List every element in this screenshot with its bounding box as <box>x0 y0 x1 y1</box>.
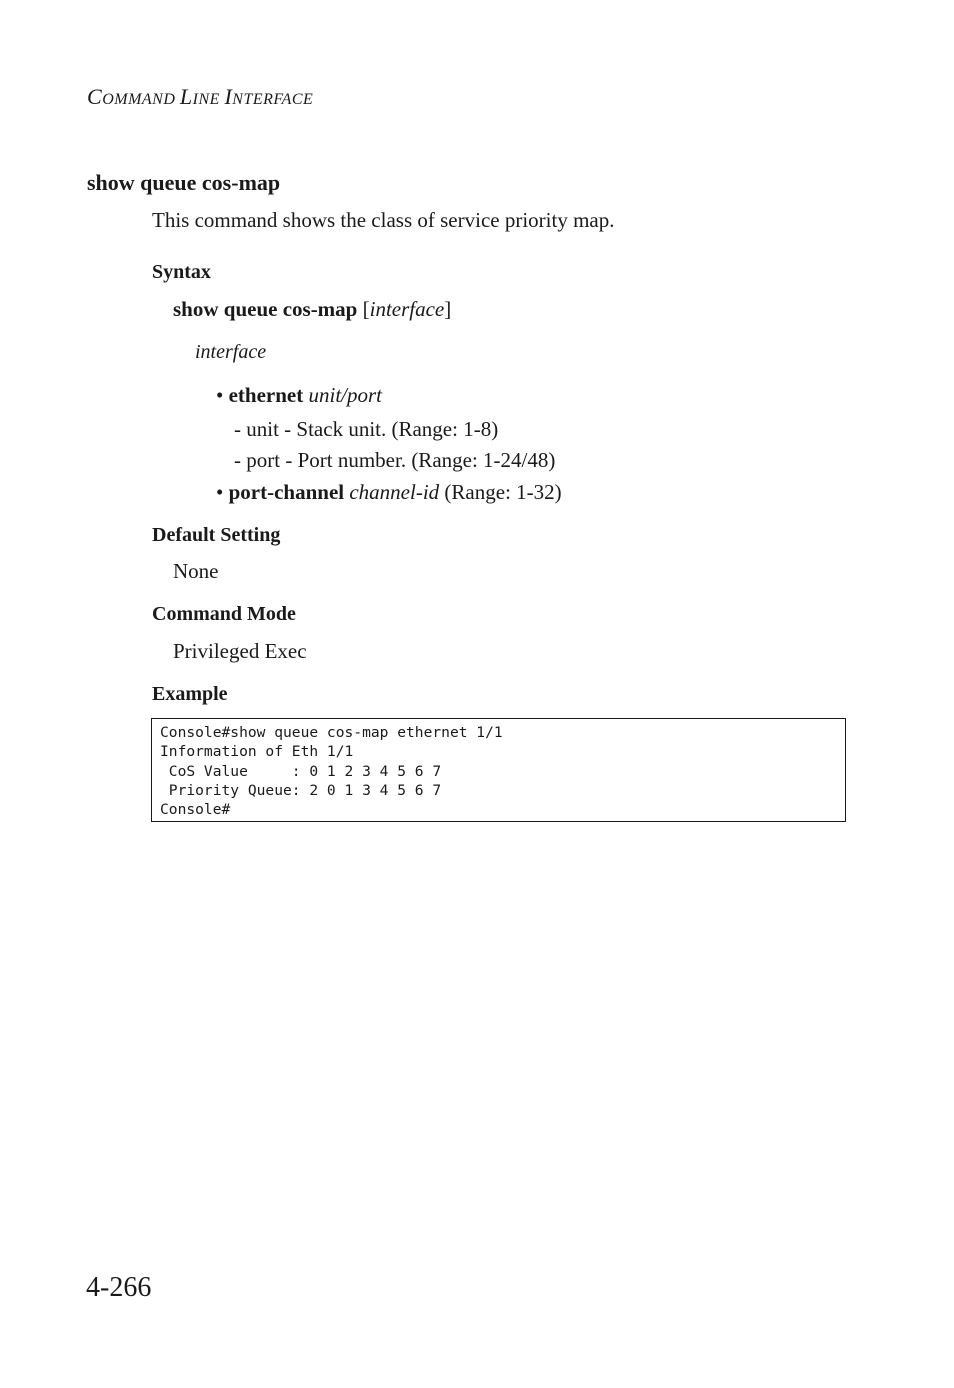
bullet-marker: • <box>216 383 224 407</box>
running-header <box>87 84 313 110</box>
bullet-ethernet <box>216 383 382 408</box>
code-line: Console# <box>160 801 231 819</box>
bullet-arg: unit/port <box>308 383 383 407</box>
command-mode-value: Privileged Exec <box>173 639 307 663</box>
example-code-block <box>151 718 846 822</box>
running-header-cap-1: C <box>87 84 103 109</box>
bullet-marker: • <box>216 480 224 504</box>
code-line: Console#show queue cos-map ethernet 1/1 <box>160 724 503 741</box>
code-line: CoS Value : 0 1 2 3 4 5 6 7 <box>160 762 442 780</box>
dash-marker: - <box>234 417 241 441</box>
syntax-line <box>173 297 451 322</box>
command-description: This command shows the class of service priority map. <box>152 208 615 232</box>
code-line: Priority Queue: 2 0 1 3 4 5 6 7 <box>160 781 442 799</box>
running-header-cap-2: L <box>179 84 193 109</box>
syntax-close-bracket: ] <box>444 297 452 321</box>
sub-item-port <box>234 448 555 473</box>
syntax-open-bracket: [ <box>357 297 370 321</box>
bullet-port-channel <box>216 480 562 505</box>
command-title: show queue cos-map <box>87 170 281 195</box>
param-label: interface <box>195 341 267 363</box>
running-header-rest-2: INE <box>192 91 225 108</box>
sub-item-unit <box>234 417 498 442</box>
running-header-rest-3: NTERFACE <box>232 91 314 108</box>
sub-item-text: port - Port number. (Range: 1-24/48) <box>246 448 556 472</box>
example-heading: Example <box>152 683 228 705</box>
running-header-cap-3: I <box>224 84 233 109</box>
syntax-heading: Syntax <box>152 261 211 283</box>
command-mode-heading: Command Mode <box>152 603 296 625</box>
syntax-command: show queue cos-map <box>173 297 358 321</box>
bullet-keyword: port-channel <box>228 480 345 504</box>
default-setting-heading: Default Setting <box>152 524 281 546</box>
syntax-param: interface <box>369 297 445 321</box>
bullet-suffix: (Range: 1-32) <box>439 480 562 504</box>
bullet-arg: channel-id <box>349 480 440 504</box>
sub-item-text: unit - Stack unit. (Range: 1-8) <box>246 417 499 441</box>
code-line: Information of Eth 1/1 <box>160 743 354 761</box>
running-header-rest-1: OMMAND <box>102 91 180 108</box>
bullet-keyword: ethernet <box>228 383 304 407</box>
dash-marker: - <box>234 448 241 472</box>
page-number: 4-266 <box>86 1272 152 1303</box>
default-setting-value: None <box>173 559 219 583</box>
